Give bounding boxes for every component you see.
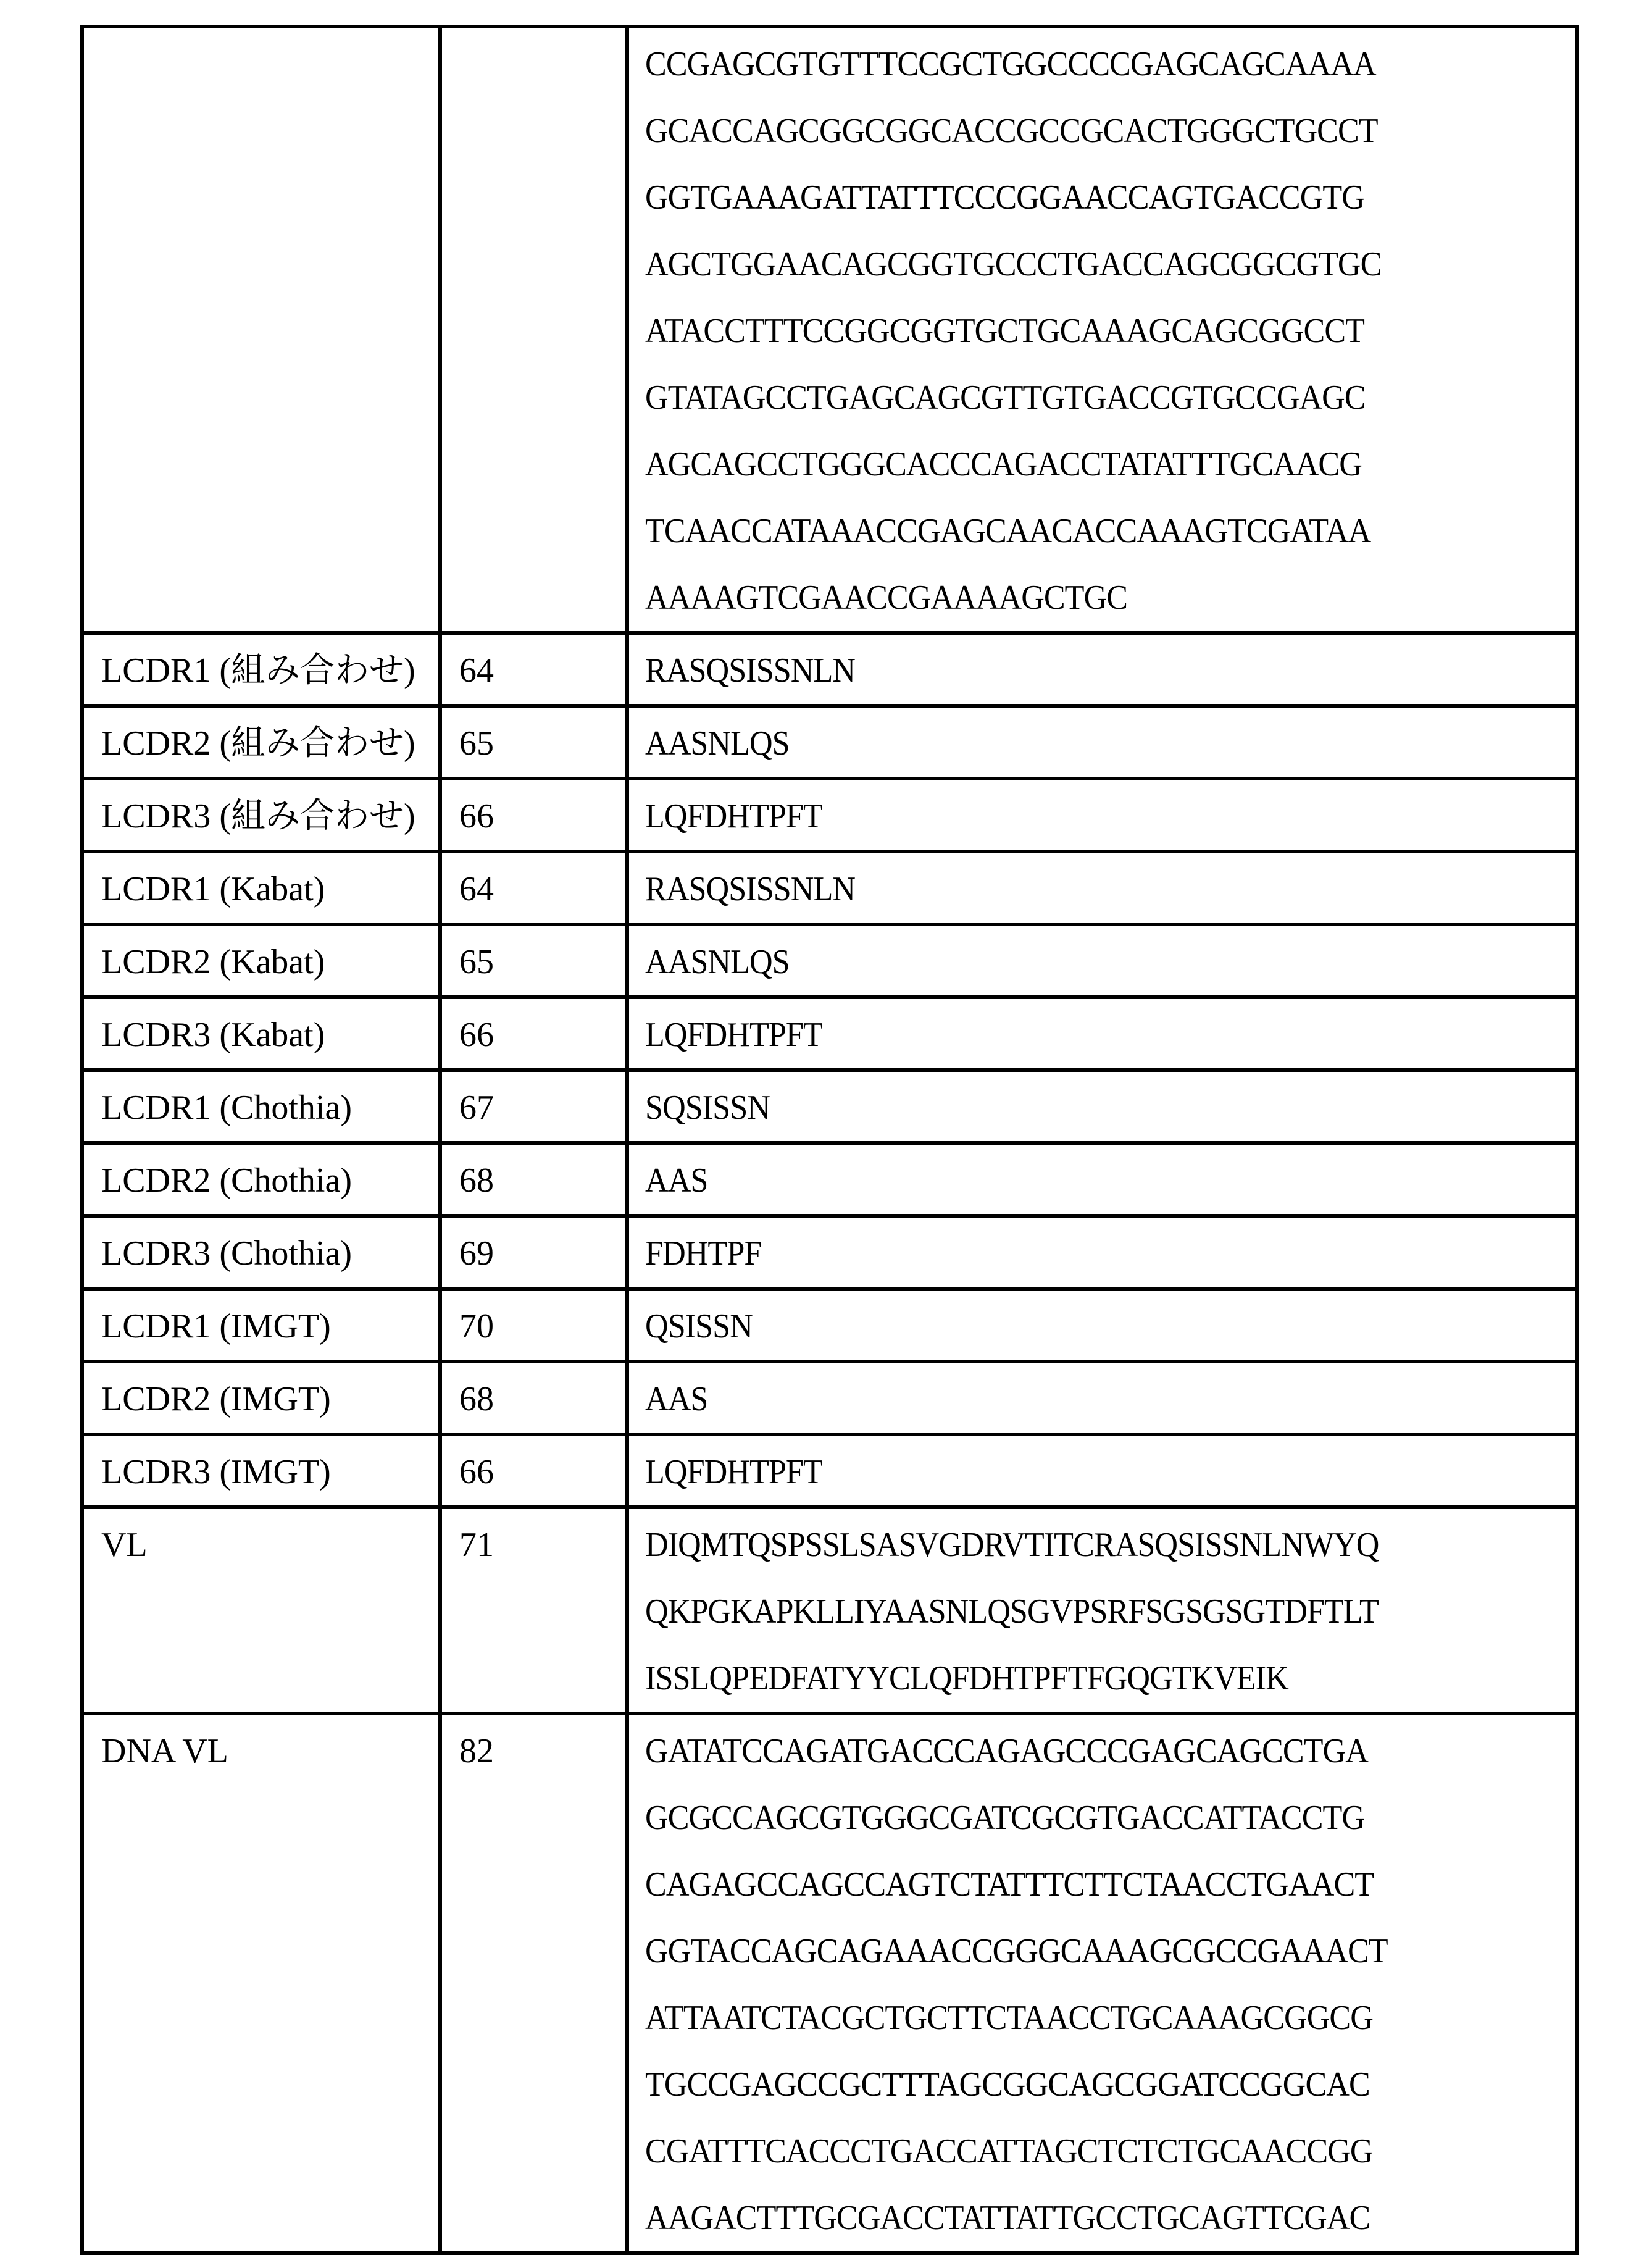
seq-id-cell (440, 27, 627, 633)
sequence-cell: AAS (627, 1362, 1577, 1434)
name-cell: LCDR3 (組み合わせ) (82, 779, 440, 851)
table-row (82, 997, 1577, 1070)
table-row (82, 1143, 1577, 1216)
sequence-cell (627, 1507, 1577, 1713)
sequence-line: GATATCCAGATGACCCAGAGCCCGAGCAGCCTGA (645, 1732, 1368, 1770)
seq-id-cell: 65 (440, 706, 627, 779)
sequence-cell: RASQSISSNLN (627, 851, 1577, 924)
sequence-cell: RASQSISSNLN (627, 633, 1577, 706)
table-row (82, 924, 1577, 997)
seq-id-cell: 65 (440, 924, 627, 997)
seq-id-cell: 66 (440, 1434, 627, 1507)
sequence-cell: AASNLQS (627, 924, 1577, 997)
name-cell: LCDR1 (IMGT) (82, 1289, 440, 1362)
sequence-line: CAGAGCCAGCCAGTCTATTTCTTCTAACCTGAACT (645, 1865, 1374, 1904)
table-row (82, 1507, 1577, 1713)
table-row (82, 1713, 1577, 2253)
seq-id-cell: 68 (440, 1143, 627, 1216)
sequence-line: TGCCGAGCCGCTTTAGCGGCAGCGGATCCGGCAC (645, 2065, 1370, 2104)
table-row (82, 779, 1577, 851)
seq-id-cell: 70 (440, 1289, 627, 1362)
table-row (82, 633, 1577, 706)
sequence-cell (627, 1713, 1577, 2253)
sequence-line: AAAAGTCGAACCGAAAAGCTGC (645, 579, 1128, 617)
sequence-line: AGCAGCCTGGGCACCCAGACCTATATTTGCAACG (645, 445, 1362, 483)
sequence-cell: LQFDHTPFT (627, 779, 1577, 851)
seq-id-cell: 66 (440, 997, 627, 1070)
sequence-table (80, 25, 1579, 2255)
table-row (82, 1362, 1577, 1434)
sequence-line: TCAACCATAAACCGAGCAACACCAAAGTCGATAA (645, 512, 1371, 550)
name-cell: LCDR2 (Chothia) (82, 1143, 440, 1216)
name-cell (82, 27, 440, 633)
table-row (82, 1434, 1577, 1507)
seq-id-cell: 64 (440, 633, 627, 706)
sequence-line: GGTGAAAGATTATTTCCCGGAACCAGTGACCGTG (645, 178, 1364, 217)
sequence-cell: QSISSN (627, 1289, 1577, 1362)
table-row (82, 1289, 1577, 1362)
name-cell: LCDR1 (Kabat) (82, 851, 440, 924)
sequence-line: ISSLQPEDFATYYCLQFDHTPFTFGQGTKVEIK (645, 1659, 1288, 1697)
name-cell: DNA VL (82, 1713, 440, 2253)
sequence-cell: AASNLQS (627, 706, 1577, 779)
name-cell: LCDR2 (Kabat) (82, 924, 440, 997)
sequence-line: GGTACCAGCAGAAACCGGGCAAAGCGCCGAAACT (645, 1932, 1388, 1970)
sequence-line: GTATAGCCTGAGCAGCGTTGTGACCGTGCCGAGC (645, 379, 1366, 417)
table-row (82, 706, 1577, 779)
seq-id-cell: 67 (440, 1070, 627, 1143)
sequence-cell: LQFDHTPFT (627, 997, 1577, 1070)
sequence-line: CCGAGCGTGTTTCCGCTGGCCCCGAGCAGCAAAA (645, 45, 1376, 83)
seq-id-cell: 82 (440, 1713, 627, 2253)
table-row (82, 27, 1577, 633)
seq-id-cell: 68 (440, 1362, 627, 1434)
name-cell: LCDR2 (IMGT) (82, 1362, 440, 1434)
seq-id-cell: 71 (440, 1507, 627, 1713)
sequence-line: QKPGKAPKLLIYAASNLQSGVPSRFSGSGSGTDFTLT (645, 1592, 1379, 1631)
sequence-line: ATTAATCTACGCTGCTTCTAACCTGCAAAGCGGCG (645, 1999, 1373, 2037)
name-cell: VL (82, 1507, 440, 1713)
sequence-line: AAGACTTTGCGACCTATTATTGCCTGCAGTTCGAC (645, 2199, 1370, 2237)
name-cell: LCDR2 (組み合わせ) (82, 706, 440, 779)
sequence-cell: AAS (627, 1143, 1577, 1216)
name-cell: LCDR3 (IMGT) (82, 1434, 440, 1507)
name-cell: LCDR1 (Chothia) (82, 1070, 440, 1143)
sequence-line: DIQMTQSPSSLSASVGDRVTITCRASQSISSNLNWYQ (645, 1526, 1379, 1564)
sequence-line: AGCTGGAACAGCGGTGCCCTGACCAGCGGCGTGC (645, 245, 1382, 283)
sequence-line: GCGCCAGCGTGGGCGATCGCGTGACCATTACCTG (645, 1799, 1365, 1837)
table-row (82, 1216, 1577, 1289)
sequence-cell: FDHTPF (627, 1216, 1577, 1289)
sequence-line: GCACCAGCGGCGGCACCGCCGCACTGGGCTGCCT (645, 112, 1378, 150)
seq-id-cell: 66 (440, 779, 627, 851)
sequence-cell: SQSISSN (627, 1070, 1577, 1143)
name-cell: LCDR3 (Chothia) (82, 1216, 440, 1289)
sequence-cell: LQFDHTPFT (627, 1434, 1577, 1507)
sequence-line: CGATTTCACCCTGACCATTAGCTCTCTGCAACCGG (645, 2132, 1373, 2170)
table-row (82, 1070, 1577, 1143)
seq-id-cell: 64 (440, 851, 627, 924)
name-cell: LCDR1 (組み合わせ) (82, 633, 440, 706)
seq-id-cell: 69 (440, 1216, 627, 1289)
table-row (82, 851, 1577, 924)
sequence-cell (627, 27, 1577, 633)
name-cell: LCDR3 (Kabat) (82, 997, 440, 1070)
sequence-line: ATACCTTTCCGGCGGTGCTGCAAAGCAGCGGCCT (645, 312, 1365, 350)
